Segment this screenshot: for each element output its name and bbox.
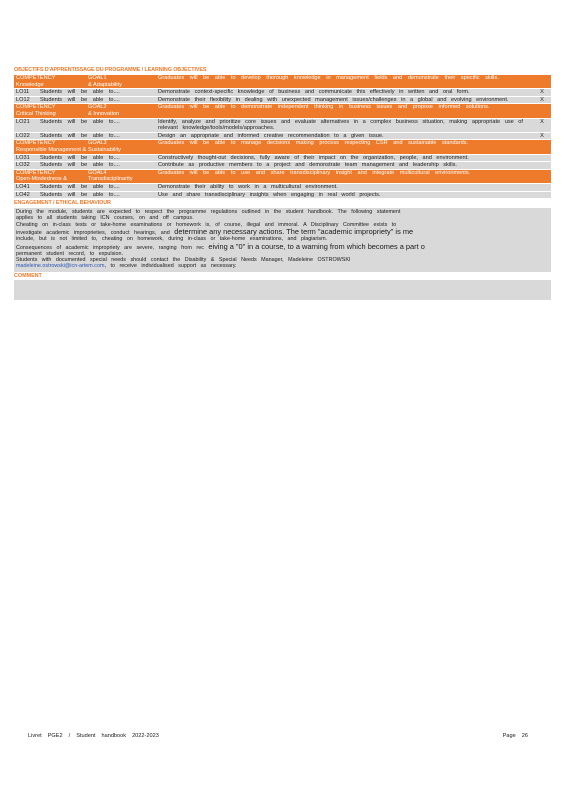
goal-mark [533, 75, 551, 88]
lo-text: Use and share transdisciplinary insights when engaging in real world projects. [158, 191, 381, 198]
goal-cell [88, 170, 158, 183]
page-footer [28, 733, 528, 739]
engagement-line [16, 243, 549, 251]
learning-objective-row [14, 155, 551, 163]
lo-student-text: Students will be able to.... [40, 132, 120, 139]
competency-name: Responsible Management & [16, 146, 87, 153]
learning-objective-row [14, 97, 551, 105]
footer-page-number: 26 [521, 733, 528, 739]
goal-mark [533, 140, 551, 153]
goal-cell [88, 75, 158, 88]
comment-title: COMMENT [14, 272, 42, 279]
goal-name: Transdisciplinarity [88, 176, 133, 183]
goal-label: GOAL4 [88, 169, 107, 176]
lo-text: Design an appropriate and informed creative recommendation to a given issue. [158, 132, 384, 139]
lo-mark: X [540, 132, 544, 139]
lo-code: LO32 [16, 162, 30, 169]
goal-name: & Innovation [88, 110, 120, 117]
engagement-line: During the module, students are expected to respect the programme regulations outlined in the student handbook. The following statement [16, 209, 401, 216]
lo-text: Constructively thought-out decisions, fully aware of their impact on the organization, people, and environment. [158, 154, 469, 161]
goal-cell [88, 104, 158, 117]
lo-code: LO42 [16, 191, 30, 198]
lo-label [14, 133, 158, 140]
engagement-line-large: determine any necessary actions. The term "academic impropriety" is me [174, 227, 414, 236]
lo-student-text: Students will be able to.... [40, 154, 120, 161]
lo-code: LO12 [16, 96, 30, 103]
competency-label: COMPETENCY [16, 75, 56, 81]
engagement-line [16, 228, 549, 236]
learning-objective-row [14, 184, 551, 192]
competency-cell [14, 75, 88, 88]
learning-objective-row [14, 192, 551, 200]
learning-objective-row [14, 119, 551, 133]
competency-row [14, 170, 551, 184]
footer-program: PGE2 [47, 733, 63, 739]
lo-label [14, 155, 158, 162]
lo-code: LO11 [16, 89, 30, 96]
lo-student-text: Students will be able to.... [40, 96, 120, 103]
footer-right [497, 733, 528, 739]
contact-email-link[interactable]: madeleine.ostrowski@icn-artem.com [16, 263, 105, 270]
engagement-line: include, but is not limited to, cheating on homework, during in-class or take-home examinations, and plagiarism. [16, 236, 328, 243]
footer-sep: / [68, 733, 71, 739]
lo-mark [533, 184, 551, 191]
lo-mark [533, 155, 551, 162]
lo-student-text: Students will be able to.... [40, 162, 120, 169]
footer-doc: Livret [28, 733, 42, 739]
engagement-line-part: investigate academic improprieties, conduct hearings, and [16, 229, 170, 236]
goal-name: & Adaptability [88, 81, 122, 88]
engagement-line-part: Consequences of academic impropriety are severe, ranging from rec [16, 244, 204, 251]
competency-cell [14, 140, 88, 153]
footer-page-label: Page [502, 733, 516, 739]
comment-box [14, 280, 551, 300]
competency-label: COMPETENCY [16, 104, 56, 111]
learning-objective-row [14, 162, 551, 170]
goal-label: GOAL1 [88, 75, 107, 81]
competency-row [14, 140, 551, 154]
goal-text: Graduates will be able to manage decisions making process respecting CSR and sustainable standards. [158, 140, 469, 147]
goals-table [14, 75, 551, 199]
goal-name: Sustainability [88, 146, 121, 153]
lo-label [14, 97, 158, 104]
engagement-line: Cheating on in-class tests or take-home examinations or homework is, of course, illegal and immoral. A Disciplinary Committee exists to [16, 221, 397, 228]
lo-mark: X [540, 96, 544, 103]
competency-label: COMPETENCY [16, 140, 56, 147]
footer-audience: Student [76, 733, 96, 739]
lo-student-text: Students will be able to.... [40, 118, 120, 125]
footer-left [28, 733, 165, 739]
learning-objective-row [14, 89, 551, 97]
engagement-line: Students with documented special needs should contact the Disability & Special Needs Manager, Madeleine OSTROWSKI [16, 257, 351, 264]
goal-cell [88, 140, 158, 153]
lo-mark: X [540, 118, 544, 125]
competency-name: Knowledge [16, 81, 44, 88]
lo-text: Identify, analyze and prioritize core issues and evaluate alternatives in a complex business situation, making appropriate use of relevant knowledge/tools/models/approaches. [158, 118, 523, 132]
lo-mark [533, 192, 551, 199]
competency-row [14, 75, 551, 89]
lo-student-text: Students will be able to.... [40, 89, 120, 96]
goal-mark [533, 170, 551, 183]
goal-text: Graduates will be able to demonstrate independent thinking in business issues and propose informed solutions. [158, 104, 490, 111]
competency-name: Open-Mindedness & [16, 176, 67, 183]
goal-text: Graduates will be able to develop thorough knowledge in management fields and demonstrate their specific skills. [158, 75, 499, 81]
lo-text: Demonstrate their ability to work in a multicultural environment. [158, 183, 338, 190]
contact-suffix: , to receive individualised support as necessary. [104, 263, 237, 270]
section-title: OBJECTIFS D'APPRENTISSAGE DU PROGRAMME / LEARNING OBJECTIVES [14, 67, 207, 73]
goal-label: GOAL3 [88, 140, 107, 147]
competency-row [14, 104, 551, 118]
lo-code: LO21 [16, 118, 30, 125]
engagement-line: applies to all students taking ICN courses, on and off campus. [16, 215, 194, 222]
lo-code: LO22 [16, 132, 30, 139]
lo-label [14, 184, 158, 191]
goal-mark [533, 104, 551, 117]
lo-label [14, 192, 158, 199]
lo-label [14, 162, 158, 169]
engagement-text [14, 208, 551, 272]
competency-name: Critical Thinking [16, 110, 56, 117]
lo-student-text: Students will be able to.... [40, 191, 120, 198]
learning-objectives-sheet [14, 66, 551, 300]
lo-label [14, 119, 158, 132]
lo-code: LO31 [16, 154, 30, 161]
lo-mark: X [540, 89, 544, 96]
engagement-line [16, 263, 549, 269]
engagement-line: permanent student record, to expulsion. [16, 250, 123, 257]
lo-text: Demonstrate context-specific knowledge of business and communicate this effectively in written and oral form. [158, 89, 470, 96]
competency-cell [14, 104, 88, 117]
competency-label: COMPETENCY [16, 169, 56, 176]
footer-kind: handbook [101, 733, 127, 739]
engagement-title: ENGAGEMENT / ETHICAL BEHAVIOUR [14, 200, 111, 207]
lo-student-text: Students will be able to.... [40, 183, 120, 190]
footer-year: 2022-2023 [132, 733, 159, 739]
learning-objective-row [14, 133, 551, 141]
goal-text: Graduates will be able to use and share transdisciplinary insight and integrate multicultural environments. [158, 169, 471, 176]
goal-label: GOAL2 [88, 104, 107, 111]
lo-code: LO41 [16, 183, 30, 190]
lo-text: Demonstrate their flexibility in dealing with unexpected management issues/challenges in a global and evolving environment. [158, 96, 509, 103]
competency-cell [14, 170, 88, 183]
engagement-line-large: eiving a "0" in a course, to a warning from which becomes a part o [208, 242, 425, 251]
lo-text: Contribute as productive members to a project and demonstrate team management and leadership skills. [158, 162, 457, 169]
lo-label [14, 89, 158, 96]
lo-mark [533, 162, 551, 169]
